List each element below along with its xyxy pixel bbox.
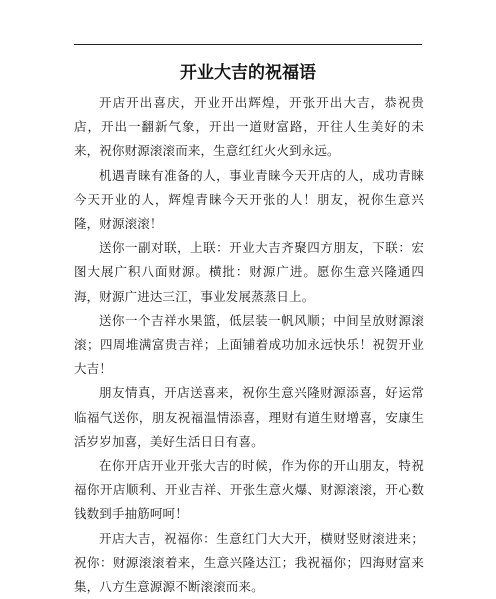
paragraph: 送你一副对联，上联：开业大吉齐聚四方朋友，下联：宏图大展广积八面财源。横批：财源广进。愿你生意兴隆通四海，财源广进达三江，事业发展蒸蒸日上。 (74, 240, 424, 304)
header-rule (74, 44, 422, 45)
paragraph: 机遇青睐有准备的人，事业青睐今天开店的人，成功青睐今天开业的人，辉煌青睐今天开张的人！朋友，祝你生意兴隆，财源滚滚！ (74, 167, 424, 232)
document-body (74, 91, 424, 599)
page-title: 开业大吉的祝福语 (180, 63, 316, 83)
paragraph: 送你一个吉祥水果篮，低层装一帆风顺；中间呈放财源滚滚；四周堆满富贵吉祥；上面铺着成功加永远快乐！祝贺开业大吉！ (74, 312, 424, 377)
paragraph: 在你开店开业开张大吉的时候，作为你的开山朋友，特祝福你开店顺利、开业吉祥、开张生意火爆、财源滚滚，开心数钱数到手抽筋呵呵！ (74, 458, 424, 522)
paragraph: 开店开出喜庆，开业开出辉煌，开张开出大吉，恭祝贵店，开出一翻新气象，开出一道财富路，开往人生美好的未来，祝你财源滚滚而来，生意红红火火到永远。 (74, 95, 424, 159)
paragraph: 开店大吉，祝福你：生意红门大大开，横财竖财滚进来；祝你：财源滚滚着来，生意兴隆达江；我祝福你；四海财富来集，八方生意源源不断滚滚而来。 (74, 530, 424, 595)
paragraph: 朋友情真，开店送喜来，祝你生意兴隆财源添喜，好运常临福气送你，朋友祝福温情添喜，理财有道生财增喜，安康生活岁岁加喜，美好生活日日有喜。 (74, 385, 424, 449)
